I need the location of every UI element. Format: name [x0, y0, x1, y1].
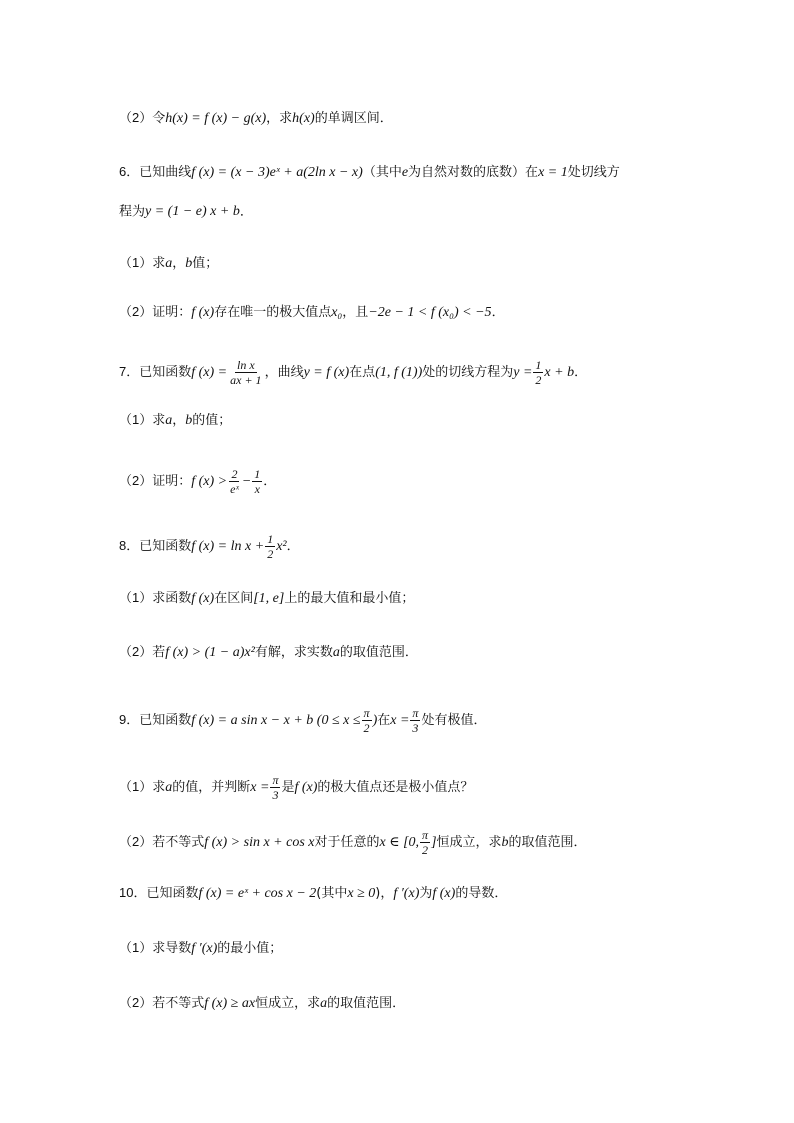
- line-15: [119, 883, 507, 904]
- text-segment: ．: [286, 539, 300, 554]
- fraction: [410, 706, 420, 735]
- math-expression: f ′(x): [393, 885, 420, 901]
- math-expression: ]: [431, 834, 437, 850]
- math-expression: a: [165, 255, 173, 271]
- text-segment: 已知函数: [146, 886, 199, 901]
- math-expression: x =: [250, 779, 270, 795]
- text-segment: 的取值范围．: [327, 996, 406, 1011]
- fraction-denominator: 2: [363, 721, 370, 735]
- fraction-numerator: π: [272, 773, 279, 787]
- line-13: [119, 773, 473, 802]
- math-expression: y =: [513, 364, 533, 380]
- problem-number: 8．: [119, 538, 140, 553]
- math-expression: f (x) = eˣ + cos x − 2: [198, 885, 317, 901]
- text-segment: 的极大值点还是极小值点？: [317, 780, 474, 795]
- text-segment: 求: [152, 413, 166, 428]
- line-3: [119, 202, 253, 223]
- fraction-numerator: π: [422, 828, 429, 842]
- problem-number: （2）: [119, 834, 153, 849]
- math-expression: x²: [276, 538, 287, 554]
- problem-number: （1）: [119, 590, 153, 605]
- line-16: [119, 938, 282, 959]
- text-segment: 为: [419, 886, 433, 901]
- text-segment: ，: [172, 413, 186, 428]
- math-expression: f (x) >: [191, 473, 228, 489]
- math-expression: f (x) > sin x + cos x: [204, 834, 315, 850]
- text-segment: 已知函数: [139, 365, 192, 380]
- fraction-numerator: ln x: [237, 358, 255, 372]
- fraction-denominator: 2: [422, 843, 429, 857]
- fraction: [252, 467, 262, 496]
- text-segment: 若: [152, 645, 166, 660]
- math-expression: f (x) = ln x +: [191, 538, 265, 554]
- text-segment: 已知函数: [139, 713, 192, 728]
- text-segment: 处的切线方程为: [422, 365, 514, 380]
- text-segment: 恒成立，求: [436, 835, 502, 850]
- text-segment: 的导数．: [455, 886, 508, 901]
- fraction: [265, 532, 275, 561]
- text-segment: ，求: [266, 111, 293, 126]
- math-expression: h(x): [292, 110, 315, 126]
- math-expression: b: [501, 834, 509, 850]
- text-segment: 上的最大值和最小值；: [284, 591, 415, 606]
- text-segment: 若不等式: [152, 996, 205, 1011]
- math-expression: 0 ≤ x ≤: [321, 712, 361, 728]
- math-expression: (1, f (1)): [375, 364, 423, 380]
- text-segment: ，曲线: [264, 365, 304, 380]
- math-expression: ): [372, 712, 378, 728]
- text-segment: 已知曲线: [139, 165, 192, 180]
- line-10: [119, 588, 414, 609]
- text-segment: (其中: [316, 886, 348, 901]
- math-expression: h(x) = f (x) − g(x): [165, 110, 267, 126]
- problem-number: 9．: [119, 712, 140, 727]
- math-expression: f (x): [191, 590, 215, 606]
- fraction-denominator: 3: [412, 721, 419, 735]
- text-segment: 的单调区间．: [314, 111, 393, 126]
- text-segment: 有解，求实数: [254, 645, 333, 660]
- fraction: [270, 773, 280, 802]
- math-expression: x ∈ [0,: [379, 834, 420, 850]
- fraction: [420, 828, 430, 857]
- math-expression: f (x): [432, 885, 456, 901]
- text-segment: 处切线方: [567, 165, 620, 180]
- fraction: [362, 706, 372, 735]
- math-expression: b: [185, 412, 193, 428]
- text-segment: 的值，并判断: [172, 780, 251, 795]
- fraction-numerator: π: [363, 706, 370, 720]
- problem-number: （2）: [119, 644, 153, 659]
- text-segment: 在点: [349, 365, 376, 380]
- fraction-numerator: 2: [231, 467, 238, 481]
- line-8: [119, 467, 276, 496]
- text-segment: 对于任意的: [314, 835, 380, 850]
- math-expression: y = f (x): [303, 364, 350, 380]
- line-1: [119, 108, 393, 129]
- math-expression: a: [320, 995, 328, 1011]
- line-9: [119, 532, 300, 561]
- math-expression: f (x) = a sin x − x + b (: [191, 712, 322, 728]
- math-expression: f ′(x): [191, 940, 218, 956]
- fraction: [228, 358, 263, 387]
- math-expression: f (x) > (1 − a)x²: [165, 644, 255, 660]
- math-expression: a: [332, 644, 340, 660]
- text-segment: 在区间: [214, 591, 254, 606]
- fraction-denominator: 2: [267, 547, 274, 561]
- fraction-denominator: eˣ: [230, 482, 239, 496]
- text-segment: 的最小值；: [217, 941, 283, 956]
- text-segment: 程为: [119, 204, 146, 220]
- line-11: [119, 642, 418, 663]
- problem-number: 7．: [119, 364, 140, 379]
- text-segment: ．: [574, 365, 588, 380]
- math-expression: x + b: [544, 364, 575, 380]
- fraction-numerator: 1: [254, 467, 261, 481]
- problem-number: （1）: [119, 412, 153, 427]
- text-segment: ．: [491, 305, 505, 320]
- line-17: [119, 993, 405, 1014]
- math-expression: f (x) = (x − 3)eˣ + a(2ln x − x): [191, 164, 363, 180]
- text-segment: 若不等式: [152, 835, 205, 850]
- text-segment: 证明：: [152, 474, 192, 489]
- fraction-denominator: 2: [535, 373, 542, 387]
- math-expression: f (x) =: [191, 364, 228, 380]
- math-expression: f (x): [294, 779, 318, 795]
- text-segment: 是: [281, 780, 295, 795]
- text-segment: ，: [172, 256, 186, 271]
- math-expression: b: [185, 255, 193, 271]
- math-expression: −2e − 1 < f (x₀) < −5: [368, 304, 492, 320]
- line-4: [119, 253, 218, 274]
- line-6: [119, 358, 587, 387]
- math-expression: x ≥ 0: [347, 885, 376, 901]
- fraction-denominator: ax + 1: [230, 373, 262, 387]
- fraction-denominator: x: [254, 482, 260, 496]
- text-segment: 的值；: [192, 413, 232, 428]
- fraction-numerator: 1: [267, 532, 274, 546]
- problem-number: 6．: [119, 164, 140, 179]
- text-segment: 求: [152, 780, 166, 795]
- problem-number: （2）: [119, 995, 153, 1010]
- text-segment: 求导数: [152, 941, 192, 956]
- math-expression: x = 1: [538, 164, 568, 180]
- problem-number: （1）: [119, 779, 153, 794]
- text-segment: （其中: [362, 165, 402, 180]
- line-2: [119, 162, 620, 183]
- text-segment: 求函数: [152, 591, 192, 606]
- text-segment: ．: [263, 474, 277, 489]
- problem-number: （1）: [119, 940, 153, 955]
- text-segment: ，且: [342, 305, 369, 320]
- fraction: [533, 358, 543, 387]
- math-expression: x₀: [331, 304, 343, 320]
- math-expression: y = (1 − e) x + b: [145, 204, 240, 219]
- problem-number: 10．: [119, 885, 147, 900]
- text-segment: 恒成立，求: [255, 996, 321, 1011]
- fraction-numerator: π: [412, 706, 419, 720]
- problem-number: （2）: [119, 473, 153, 488]
- math-expression: f (x): [191, 304, 215, 320]
- text-segment: 为自然对数的底数）在: [408, 165, 539, 180]
- math-expression: −: [241, 473, 252, 489]
- math-expression: a: [165, 779, 173, 795]
- problem-number: （2）: [119, 110, 153, 125]
- math-expression: f (x) ≥ ax: [204, 995, 256, 1011]
- text-segment: 在: [377, 713, 391, 728]
- math-expression: a: [165, 412, 173, 428]
- math-expression: e: [401, 164, 409, 180]
- text-segment: 处有极值．: [421, 713, 487, 728]
- math-expression: x =: [390, 712, 410, 728]
- text-segment: 证明：: [152, 305, 192, 320]
- line-14: [119, 828, 587, 857]
- text-segment: ．: [239, 204, 253, 220]
- fraction: [228, 467, 241, 496]
- math-expression: [1, e]: [253, 590, 285, 606]
- line-7: [119, 410, 231, 431]
- text-segment: )，: [375, 886, 394, 901]
- text-segment: 值；: [192, 256, 219, 271]
- text-segment: 已知函数: [139, 539, 192, 554]
- problem-number: （2）: [119, 304, 153, 319]
- text-segment: 的取值范围．: [339, 645, 418, 660]
- line-12: [119, 706, 486, 735]
- problem-number: （1）: [119, 255, 153, 270]
- text-segment: 求: [152, 256, 166, 271]
- text-segment: 令: [152, 111, 166, 126]
- fraction-denominator: 3: [272, 788, 279, 802]
- fraction-numerator: 1: [535, 358, 542, 372]
- line-5: [119, 302, 505, 323]
- text-segment: 存在唯一的极大值点: [214, 305, 332, 320]
- text-segment: 的取值范围．: [508, 835, 587, 850]
